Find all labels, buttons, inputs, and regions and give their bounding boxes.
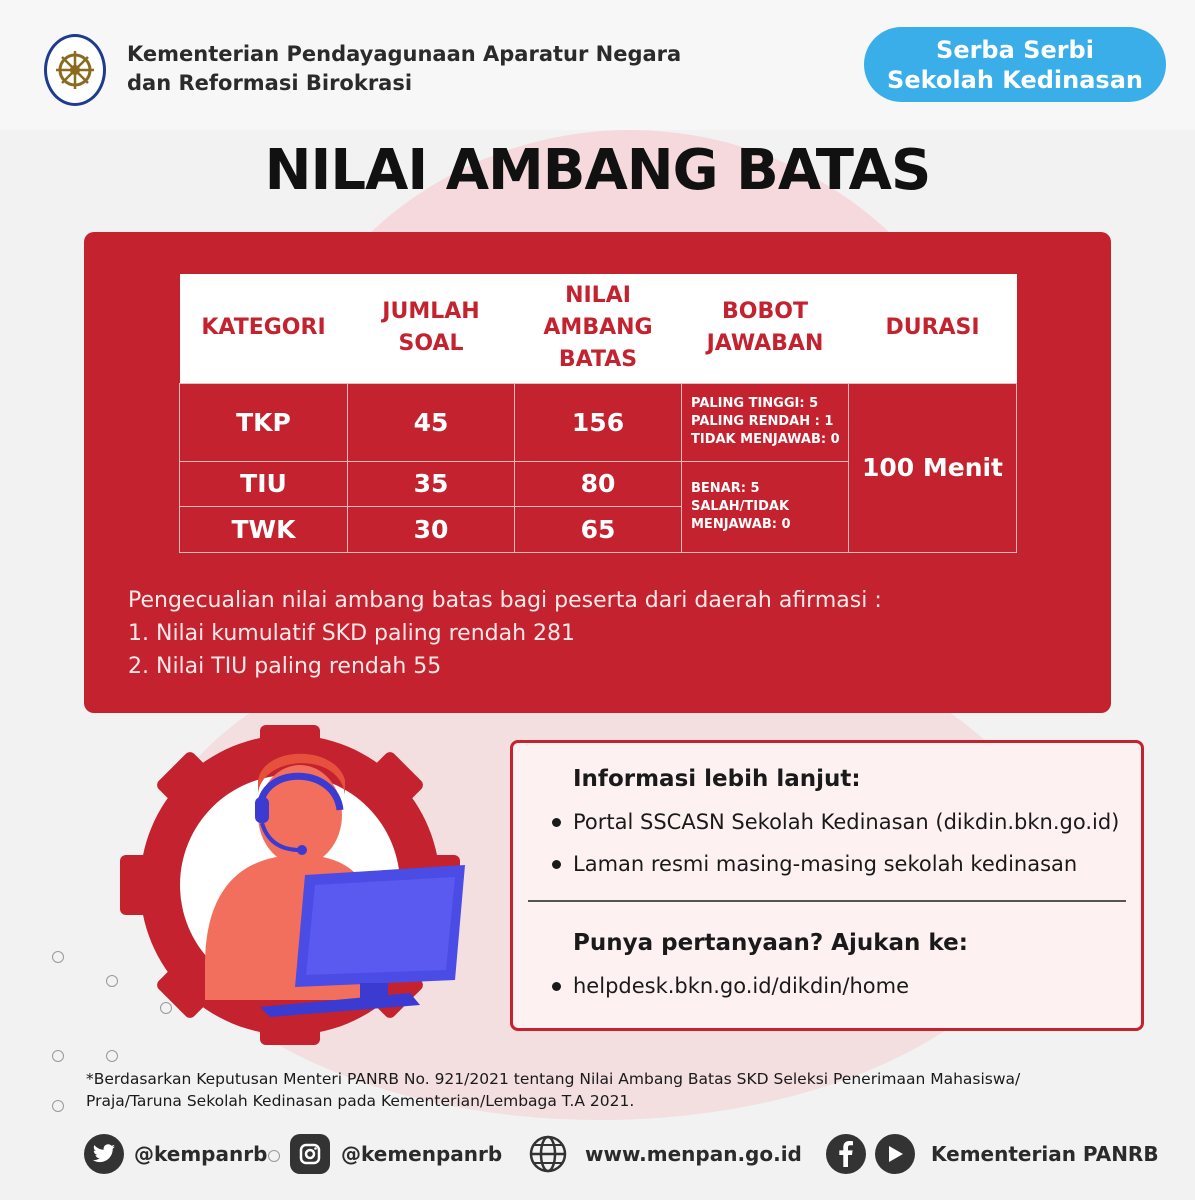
header-kategori: KATEGORI <box>180 274 348 383</box>
cell-jumlah: 45 <box>348 383 515 461</box>
website-link[interactable]: www.menpan.go.id <box>585 1142 802 1166</box>
info-heading: Informasi lebih lanjut: <box>573 766 861 792</box>
ministry-line-1: Kementerian Pendayagunaan Aparatur Negara <box>127 42 682 66</box>
info-item: Laman resmi masing-masing sekolah kedinasan <box>552 852 1077 876</box>
cell-kategori: TKP <box>180 383 348 461</box>
ministry-name <box>127 40 681 98</box>
series-badge <box>864 27 1166 102</box>
exception-item-2: 2. Nilai TIU paling rendah 55 <box>128 654 442 679</box>
question-item: helpdesk.bkn.go.id/dikdin/home <box>552 974 909 998</box>
info-item: Portal SSCASN Sekolah Kedinasan (dikdin.bkn.go.id) <box>552 810 1119 834</box>
table-header-row <box>180 274 1017 383</box>
table-row <box>180 383 1017 461</box>
decor-ring <box>52 951 64 963</box>
threshold-table <box>179 274 1017 553</box>
youtube-icon[interactable] <box>875 1134 915 1174</box>
exception-intro: Pengecualian nilai ambang batas bagi peserta dari daerah afirmasi : <box>128 588 882 613</box>
series-badge-line-2: Sekolah Kedinasan <box>887 65 1143 94</box>
footnote-line-2: Praja/Taruna Sekolah Kedinasan pada Kementerian/Lembaga T.A 2021. <box>86 1092 635 1110</box>
decor-ring <box>106 975 118 987</box>
ministry-logo <box>44 34 106 106</box>
exception-item-1: 1. Nilai kumulatif SKD paling rendah 281 <box>128 621 576 646</box>
decor-ring <box>52 1050 64 1062</box>
bullet-icon <box>552 860 561 869</box>
decor-ring <box>160 1002 172 1014</box>
footnote-line-1: *Berdasarkan Keputusan Menteri PANRB No. 921/2021 tentang Nilai Ambang Batas SKD Seleksi Penerimaan Mahasiswa/ <box>86 1070 1021 1088</box>
cell-bobot-tkp: PALING TINGGI: 5 PALING RENDAH : 1 TIDAK MENJAWAB: 0 <box>682 383 849 461</box>
emblem-icon <box>53 48 97 92</box>
instagram-icon[interactable] <box>290 1134 330 1174</box>
globe-icon[interactable] <box>528 1134 568 1174</box>
bullet-icon <box>552 982 561 991</box>
cell-jumlah: 35 <box>348 461 515 506</box>
cell-kategori: TWK <box>180 506 348 552</box>
footnote <box>86 1068 1106 1112</box>
info-divider <box>528 900 1126 902</box>
header-bobot-jawaban: BOBOT JAWABAN <box>682 274 849 383</box>
twitter-icon[interactable] <box>84 1134 124 1174</box>
series-badge-line-1: Serba Serbi <box>936 35 1094 64</box>
header-jumlah-soal: JUMLAH SOAL <box>348 274 515 383</box>
header-nilai-ambang-batas: NILAI AMBANG BATAS <box>515 274 682 383</box>
exception-notes <box>128 584 882 683</box>
instagram-handle[interactable]: @kemenpanrb <box>341 1142 503 1166</box>
bullet-icon <box>552 818 561 827</box>
decor-ring <box>52 1100 64 1112</box>
cell-nilai: 156 <box>515 383 682 461</box>
header-durasi: DURASI <box>849 274 1017 383</box>
decor-ring <box>268 1150 280 1162</box>
cell-nilai: 65 <box>515 506 682 552</box>
cell-jumlah: 30 <box>348 506 515 552</box>
page-title: NILAI AMBANG BATAS <box>264 138 931 203</box>
decor-ring <box>106 1050 118 1062</box>
cell-durasi: 100 Menit <box>849 383 1017 552</box>
facebook-icon[interactable] <box>826 1134 866 1174</box>
cell-bobot-other: BENAR: 5 SALAH/TIDAK MENJAWAB: 0 <box>682 461 849 552</box>
twitter-handle[interactable]: @kempanrb <box>134 1142 268 1166</box>
ministry-line-2: dan Reformasi Birokrasi <box>127 71 413 95</box>
question-heading: Punya pertanyaan? Ajukan ke: <box>573 930 968 956</box>
cell-kategori: TIU <box>180 461 348 506</box>
cell-nilai: 80 <box>515 461 682 506</box>
social-name[interactable]: Kementerian PANRB <box>931 1142 1159 1166</box>
